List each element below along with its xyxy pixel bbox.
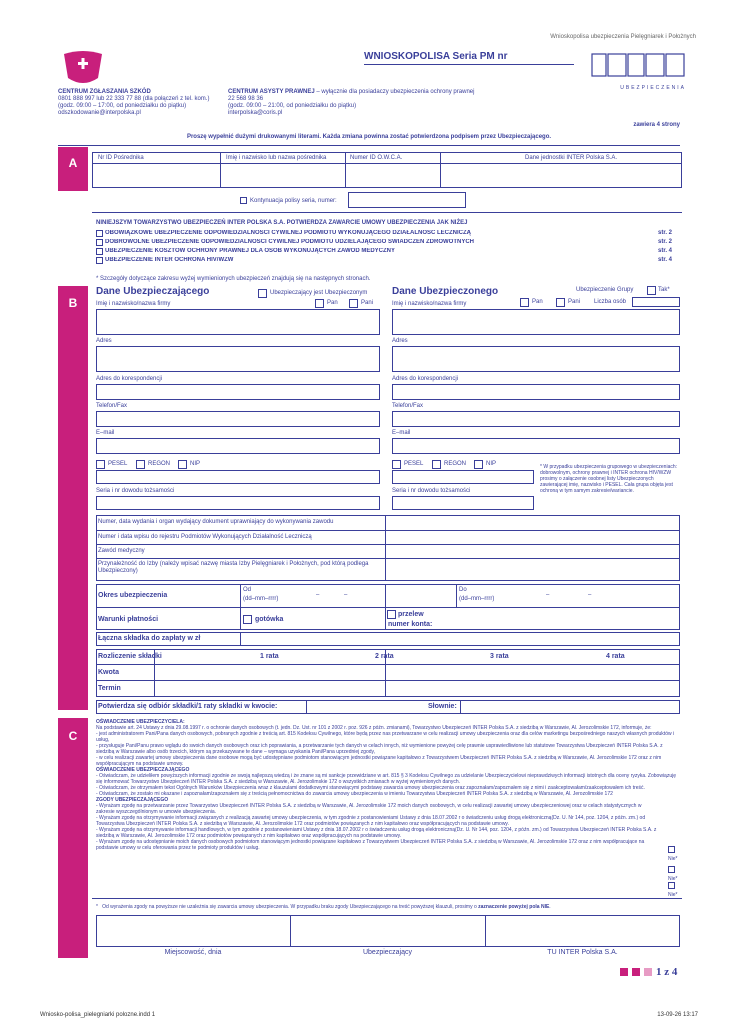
left-pani-label: Pani (361, 300, 374, 306)
coverage-label: DOBROWOLNE UBEZPIECZENIE ODPOWIEDZIALNOŚCI CYWILNEJ PODMIOTU UDZIELAJĄCEGO ŚWIADCZEŃ ZDROWOTNYCH (105, 239, 474, 245)
persons-count-label: Liczba osób (594, 299, 627, 305)
right-phone-label: Telefon/Fax (392, 403, 424, 409)
installment-4: 4 rata (606, 653, 625, 660)
insurer-statement-p2: - jest administratorem Pani/Pana danych osobowych, pobranych zgodnie z treścią art. 815 Kodeksu Cywilnego, które będą przez nas przetwarzane w celu realizacji umowy ubezpieczenia oraz dla celów marketingu bezpośredniego naszych własnych produktów i usług, (96, 731, 675, 743)
pink-cross-logo (60, 48, 106, 88)
installments-label: Rozliczenie składki (98, 653, 162, 660)
right-email-input[interactable] (392, 438, 680, 454)
legal-phone: 22 568 98 36 (228, 96, 264, 102)
section-b-marker: B (58, 286, 88, 710)
coverage-page: str. 4 (657, 257, 672, 263)
left-phone-input[interactable] (96, 411, 380, 427)
right-regon-checkbox[interactable] (432, 460, 441, 469)
left-pan-checkbox[interactable] (315, 299, 324, 308)
term-label: Termin (98, 685, 121, 692)
right-pan-checkbox[interactable] (520, 298, 529, 307)
installment-3: 3 rata (490, 653, 509, 660)
chamber-label: Przynależność do Izby (należy wpisać nazwę miasta Izby Pielęgniarek i Położnych, pod którą podlega Ubezpieczony) (98, 561, 369, 574)
legal-email: interpolska@coris.pl (228, 110, 283, 116)
left-pan-label: Pan (327, 300, 338, 306)
page-dot (632, 968, 640, 976)
consent-2: - Wyrażam zgodę na otrzymywanie informacji związanych z realizacją zawartej umowy ubezpieczenia, w tym zgodnie z postanowieniami Ustawy z dnia 18.07.2002 r o świadczeniu usług drogą elektroniczną(Dz. U. Nr 144, poz. 1204, z późn. zm.) od Towarzystwa Ubezpieczeń INTER Polska S.A. z siedzibą w Warszawie, Al. Jerozolimskie 172 oraz podmiotów powiązanych z nim kapitałowo oraz współpracujących na podstawie umowy. (96, 815, 646, 827)
period-label: Okres ubezpieczenia (98, 592, 168, 599)
page-indicator (620, 966, 677, 978)
owca-label: Numer ID O.W.C.A. (350, 155, 403, 161)
inter-unit-label: Dane jednostki INTER Polska S.A. (525, 155, 618, 161)
transfer-checkbox[interactable] (387, 610, 396, 619)
consent-3: - Wyrażam zgodę na otrzymywanie informacji handlowych, w tym zgodnie z postanowieniami Ustawy z dnia 18.07.2002 r o świadczeniu usług drogą elektroniczną(Dz. U. Nr 144, poz. 1204, z późn. zm.) od Towarzystwa Ubezpieczeń INTER Polska S.A. z siedzibą w Warszawie, Al. Jerozolimskie 172 oraz podmiotów powiązanych z nim kapitałowo oraz współpracujących na podstawie umowy. (96, 827, 657, 839)
policyholder-statement-p2: - Oświadczam, że otrzymałem tekst Ogólnych Warunków Ubezpieczenia wraz z klauzulami dodatkowymi stanowiącymi podstawę zawarcia umowy ubezpieczenia oraz zapoznałam/zapoznałem się z nimi i zaakceptowałam/zaakceptowałem ich treść. (96, 785, 645, 791)
same-person-checkbox[interactable] (258, 289, 267, 298)
star-note: * Od wyrażenia zgody na powyższe nie uzależnia się zawarcia umowy ubezpieczenia. W przypadku braku zgody Ubezpieczającego na treść powyższej klauzuli, prosimy o zaznaczenie powyżej pola NIE. (96, 904, 551, 910)
group-checkbox[interactable] (647, 286, 656, 295)
inter-unit-input[interactable] (441, 164, 681, 187)
right-email-label: E–mail (392, 430, 411, 436)
insured-title: Dane Ubezpieczonego (392, 286, 499, 297)
words-label: Słownie: (428, 703, 457, 710)
group-label: Ubezpieczenie Grupy (576, 287, 634, 293)
right-corr-input[interactable] (392, 384, 680, 400)
claims-title: CENTRUM ZGŁASZANIA SZKÓD (58, 89, 151, 95)
section-c-marker: C (58, 718, 88, 958)
od-label: Od (243, 587, 252, 593)
consent-4: - Wyrażam zgodę na udostępnianie moich danych osobowych podmiotom stanowiącym jednostki powiązane kapitałowo z Towarzystwem Ubezpieczeń INTER Polska S.A. z siedzibą w Warszawie, Al. Jerozolimskie 172 oraz z nim współpracujące na podstawie umowy w celu oferowania przez te podmioty produktów i usług. (96, 839, 645, 851)
left-pani-checkbox[interactable] (349, 299, 358, 308)
same-person-label: Ubezpieczający jest Ubezpieczonym (270, 290, 368, 296)
pages-note: zawiera 4 strony (633, 122, 680, 128)
od-dash-1: – (316, 592, 320, 598)
right-iddoc-label: Seria i nr dowodu tożsamości (392, 488, 471, 494)
claims-center (58, 89, 228, 117)
checkbox-hiv[interactable] (96, 257, 103, 264)
left-corr-input[interactable] (96, 384, 380, 400)
sig-policyholder-label: Ubezpieczający (362, 949, 413, 956)
installment-2: 2 rata (375, 653, 394, 660)
left-iddoc-label: Seria i nr dowodu tożsamości (96, 488, 175, 494)
checkbox-legal[interactable] (96, 248, 103, 255)
left-name-input[interactable] (96, 309, 380, 335)
policyholder-statement-p1: - Oświadczam, że udzieliłem powyższych informacji zgodnie ze swoją najlepszą wiedzą i że znane są mi sankcje przewidziane w art. 815 § 3 Kodeksu Cywilnego za udzielanie Ubezpieczycielowi nieprawdziwych informacji istotnych dla oceny ryzyka. Zobowiązuję się informować Towarzystwo Ubezpieczeń INTER Polska S.A. z siedzibą w Warszawie, Al. Jerozolimskie 172 o wszystkich zmianach w wyżej wymienionych danych. (96, 773, 676, 785)
insurer-statement-p1: Na podstawie art. 24 Ustawy z dnia 29.08.1997 r. o ochronie danych osobowych (t. jedn. Dz. Ust. nr 101 z 2002 r. poz. 926 z późn. zmianami), Towarzystwo Ubezpieczeń INTER Polska S.A. z siedzibą w Warszawie, Al. Jerozolimskie 172, informuje, że: (96, 725, 652, 731)
instruction: Proszę wypełnić dużymi drukowanymi literami. Każda zmiana powinna zostać potwierdzona podpisem przez Ubezpieczającego. (186, 134, 552, 140)
insurer-statement-p4: - w celu realizacji zawartej umowy ubezpieczenia dane osobowe mogą być udostępniane podmiotom stanowiącym jednostki powiązane kapitałowo z Towarzystwem Ubezpieczeń INTER Polska S.A. z siedzibą w Warszawie, Al. Jerozolimskie 172 oraz z nim współpracującym na podstawie umowy. (96, 755, 662, 767)
left-nip-label: NIP (190, 461, 201, 467)
do-dash-1: – (546, 592, 550, 598)
continuation-input[interactable] (348, 192, 466, 208)
checkbox-oc-obligatory[interactable] (96, 230, 103, 237)
checkbox-oc-voluntary[interactable] (96, 239, 103, 246)
right-pan-label: Pan (532, 299, 543, 305)
coverage-item[interactable] (96, 230, 672, 238)
inter-logo (590, 50, 686, 90)
coverage-page: str. 2 (657, 239, 672, 245)
confirm-label: Potwierdza się odbiór składki/1 raty składki w kwocie: (98, 703, 278, 710)
right-pani-checkbox[interactable] (556, 298, 565, 307)
tak-label: Tak* (658, 287, 670, 293)
cash-checkbox[interactable] (243, 615, 252, 624)
cash-label: gotówka (255, 616, 284, 623)
left-regon-label: REGON (148, 461, 171, 467)
amount-label: Kwota (98, 669, 119, 676)
legal-note: – wyłącznie dla posiadaczy ubezpieczenia ochrony prawnej (314, 89, 475, 95)
intermediary-name-input[interactable] (221, 164, 344, 187)
star-note-bold: zaznaczenie powyżej pola NIE (478, 904, 550, 910)
right-nip-checkbox[interactable] (474, 460, 483, 469)
consent-3-nie-label: Nie* (668, 892, 678, 898)
do-label: Do (459, 587, 467, 593)
coverage-footnote: * Szczegóły dotyczące zakresu wyżej wymienionych ubezpieczeń znajdują się na następnych stronach. (96, 276, 371, 282)
coverage-item[interactable] (96, 248, 672, 256)
left-pesel-label: PESEL (108, 461, 128, 467)
left-pesel-checkbox[interactable] (96, 460, 105, 469)
footer-file: Wniosko-polisa_pielegniarki polozne.indd 1 (40, 1012, 156, 1018)
legal-title: CENTRUM ASYSTY PRAWNEJ (228, 89, 315, 95)
register-label: Numer i data wpisu do rejestru Podmiotów Wykonujących Działalność Leczniczą (98, 534, 312, 540)
od-dash-2: – (344, 592, 348, 598)
left-nip-checkbox[interactable] (178, 460, 187, 469)
policyholder-statement-title: OŚWIADCZENIE UBEZPIECZAJĄCEGO (96, 767, 190, 773)
do-format: (dd–mm–rrrr) (459, 596, 495, 602)
chamber-input[interactable] (386, 559, 679, 580)
declaration: NINIEJSZYM TOWARZYSTWO UBEZPIECZEŃ INTER POLSKA S.A. POTWIERDZA ZAWARCIE UMOWY UBEZPIECZENIA JAK NIŻEJ (96, 220, 468, 226)
consent-2-nie-label: Nie* (668, 876, 678, 882)
intermediary-id-input[interactable] (93, 164, 219, 187)
continuation-label: Kontynuacja polisy seria, numer: (250, 198, 337, 204)
right-phone-input[interactable] (392, 411, 680, 427)
coverage-item[interactable] (96, 239, 672, 247)
sig-place-label: Miejscowość, dnia (164, 949, 222, 956)
consents-title: ZGODY UBEZPIECZAJĄCEGO (96, 797, 169, 803)
left-regon-checkbox[interactable] (136, 460, 145, 469)
claims-hours: (godz. 09:00 – 17:00, od poniedziałku do piątku) (58, 103, 187, 109)
coverage-item[interactable] (96, 257, 672, 265)
right-address-label: Adres (392, 338, 408, 344)
right-address-input[interactable] (392, 346, 680, 372)
consent-1-nie-label: Nie* (668, 856, 678, 862)
legal-hours: (godz. 09:00 – 21:00, od poniedziałku do piątku) (228, 103, 357, 109)
group-note: * W przypadku ubezpieczenia grupowego w ubezpieczeniach: dobrowolnym, ochrony prawnej i INTER ochrona HIV/WZW prosimy o załączenie osobnej listy Ubezpieczonych zawierającej imię, nazwisko i PESEL. Cała grupa objęta jest ochroną w tym samym zakresie/wariancie. (540, 464, 678, 494)
license-input[interactable] (386, 516, 679, 529)
claims-phone: 0801 888 997 lub 22 333 77 88 (dla połączeń z tel. kom.) (58, 96, 210, 102)
right-name-label: Imię i nazwisko/nazwa firmy (392, 301, 467, 307)
right-iddoc-input[interactable] (392, 496, 534, 510)
continuation-checkbox[interactable] (240, 197, 247, 204)
profession-label: Zawód medyczny (98, 548, 145, 554)
consent-2-nie-checkbox[interactable] (668, 866, 675, 873)
left-email-input[interactable] (96, 438, 380, 454)
coverage-label: UBEZPIECZENIE KOSZTÓW OCHRONY PRAWNEJ DLA OSÓB WYKONUJĄCYCH ZAWÓD MEDYCZNY (105, 248, 396, 254)
consent-1-nie-checkbox[interactable] (668, 846, 675, 853)
coverage-page: str. 2 (657, 230, 672, 236)
intermediary-id-label: Nr ID Pośrednika (98, 155, 144, 161)
left-corr-label: Adres do korespondencji (96, 376, 163, 382)
section-a-marker: A (58, 147, 88, 191)
sig-inter-label: TU INTER Polska S.A. (547, 949, 618, 956)
legal-center (228, 89, 498, 117)
coverage-list (96, 230, 672, 265)
consent-1: - Wyrażam zgodę na przetwarzanie przez Towarzystwo Ubezpieczeń INTER Polska S.A. z siedzibą w Warszawie, Al. Jerozolimskie 172 moich danych osobowych, w celu realizacji zawartej umowy ubezpieczeniowej oraz w celach statystycznych w zakresie wyszczególnionym w umowie ubezpieczenia. (96, 803, 642, 815)
persons-count-input[interactable] (632, 297, 680, 307)
transfer-label: przelew (398, 611, 424, 618)
payment-label: Warunki płatności (98, 616, 159, 623)
footer-date: 13-09-26 13:17 (657, 1012, 698, 1018)
signatures-box (96, 915, 680, 947)
profession-input[interactable] (386, 545, 679, 557)
register-input[interactable] (386, 531, 679, 543)
left-address-input[interactable] (96, 346, 380, 372)
do-dash-2: – (588, 592, 592, 598)
total-label: Łączna składka do zapłaty w zł (98, 635, 201, 642)
left-phone-label: Telefon/Fax (96, 403, 128, 409)
coverage-label: UBEZPIECZENIE INTER OCHRONA HIV/WZW (105, 257, 234, 263)
installment-1: 1 rata (260, 653, 279, 660)
form-title: WNIOSKOPOLISA Seria PM nr (364, 51, 508, 62)
statements (96, 719, 680, 851)
right-pesel-label: PESEL (404, 461, 424, 467)
coverage-page: str. 4 (657, 248, 672, 254)
page-number: 1 z 4 (656, 966, 678, 978)
od-format: (dd–mm–rrrr) (243, 596, 279, 602)
account-label: numer konta: (388, 621, 433, 628)
left-id-number-input[interactable] (96, 470, 380, 484)
insurer-statement-title: OŚWIADCZENIE UBEZPIECZYCIELA: (96, 719, 185, 725)
right-pesel-checkbox[interactable] (392, 460, 401, 469)
consent-3-nie-checkbox[interactable] (668, 882, 675, 889)
page-dot (620, 968, 628, 976)
right-nip-label: NIP (486, 461, 497, 467)
right-regon-label: REGON (444, 461, 467, 467)
page-dot (644, 968, 652, 976)
right-name-input[interactable] (392, 309, 680, 335)
right-pani-label: Pani (568, 299, 581, 305)
intermediary-name-label: Imię i nazwisko lub nazwa pośrednika (226, 155, 327, 161)
claims-email: odszkodowanie@interpolska.pl (58, 110, 141, 116)
left-iddoc-input[interactable] (96, 496, 380, 510)
star-note-text: Od wyrażenia zgody na powyższe nie uzależnia się zawarcia umowy ubezpieczenia. W przypadku braku zgody Ubezpieczającego na treść powyższej klauzuli, prosimy o (102, 904, 477, 910)
coverage-label: OBOWIĄZKOWE UBEZPIECZENIE ODPOWIEDZIALNOŚCI CYWILNEJ PODMIOTU WYKONUJĄCEGO DZIAŁALNOŚĆ LECZNICZĄ (105, 230, 471, 236)
logo-subtitle: UBEZPIECZENIA (620, 85, 686, 91)
left-email-label: E–mail (96, 430, 115, 436)
license-label: Numer, data wydania i organ wydający dokument uprawniający do wykonywania zawodu (98, 519, 334, 525)
insurer-statement-p3: - przysługuje Pani/Panu prawo wglądu do swoich danych osobowych oraz ich poprawiania, a przetwarzanie tych danych w celach innych, niż wymienione powyżej celę prawnie usprawiedliwione lub statutowe Towarzystwa Ubezpieczeń INTER Polska S.A. z siedzibą w Warszawie albo osób trzecich, którym są przekazywane te dane – wymaga uzyskania Pani/Pana uprzedniej zgody, (96, 743, 663, 755)
owca-input[interactable] (346, 164, 439, 187)
top-right-title: Wnioskopolisa ubezpieczenia Pielęgniarek i Położnych (550, 34, 696, 40)
left-name-label: Imię i nazwisko/nazwa firmy (96, 301, 171, 307)
right-id-number-input[interactable] (392, 470, 534, 484)
policyholder-title: Dane Ubezpieczającego (96, 286, 210, 297)
right-corr-label: Adres do korespondencji (392, 376, 459, 382)
policyholder-statement-p3: - Oświadczam, że zostało mi okazane i zapoznałam/zapoznałem się z treścią pełnomocnictwa do zawarcia umowy ubezpieczenia w imieniu Towarzystwa Ubezpieczeń INTER Polska S.A. z siedzibą w Warszawie, Al. Jerozolimskie 172 (96, 791, 613, 797)
left-address-label: Adres (96, 338, 112, 344)
